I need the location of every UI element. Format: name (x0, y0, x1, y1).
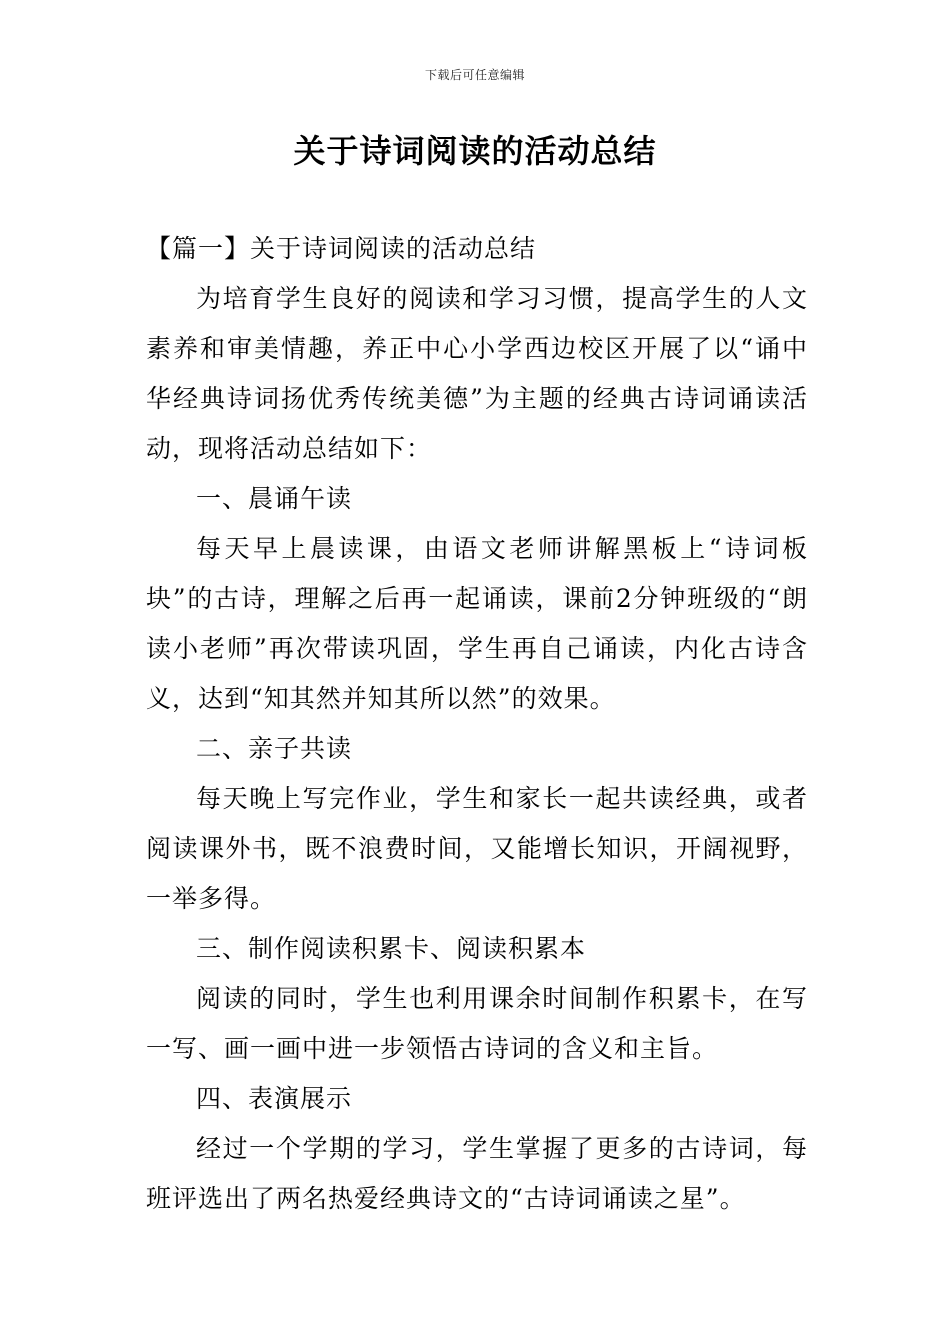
item-heading-1: 一、晨诵午读 (196, 484, 353, 513)
intro-paragraph: 为培育学生良好的阅读和学习习惯，提高学生的人文素养和审美情趣，养正中心小学西边校区开展了以“诵中华经典诗词扬优秀传统美德”为主题的经典古诗词诵读活动，现将活动总结如下： (146, 284, 808, 463)
header-note: 下载后可任意编辑 (424, 68, 525, 82)
item-text-3: 阅读的同时，学生也利用课余时间制作积累卡，在写一写、画一画中进一步领悟古诗词的含义和主旨。 (146, 984, 808, 1063)
item-heading-3: 三、制作阅读积累卡、阅读积累本 (196, 934, 587, 963)
document-body (146, 224, 808, 1224)
item-heading-4: 四、表演展示 (196, 1084, 353, 1113)
item-text-1: 每天早上晨读课，由语文老师讲解黑板上“诗词板块”的古诗，理解之后再一起诵读，课前2分钟班级的“朗读小老师”再次带读巩固，学生再自己诵读，内化古诗含义，达到“知其然并知其所以然”的效果。 (146, 534, 808, 713)
item-heading-2: 二、亲子共读 (196, 734, 353, 763)
document-title: 关于诗词阅读的活动总结 (293, 132, 657, 170)
section-title: 【篇一】关于诗词阅读的活动总结 (146, 234, 537, 263)
item-text-2: 每天晚上写完作业，学生和家长一起共读经典，或者阅读课外书，既不浪费时间，又能增长知识，开阔视野，一举多得。 (146, 784, 808, 913)
item-text-4: 经过一个学期的学习，学生掌握了更多的古诗词，每班评选出了两名热爱经典诗文的“古诗词诵读之星”。 (146, 1134, 808, 1213)
